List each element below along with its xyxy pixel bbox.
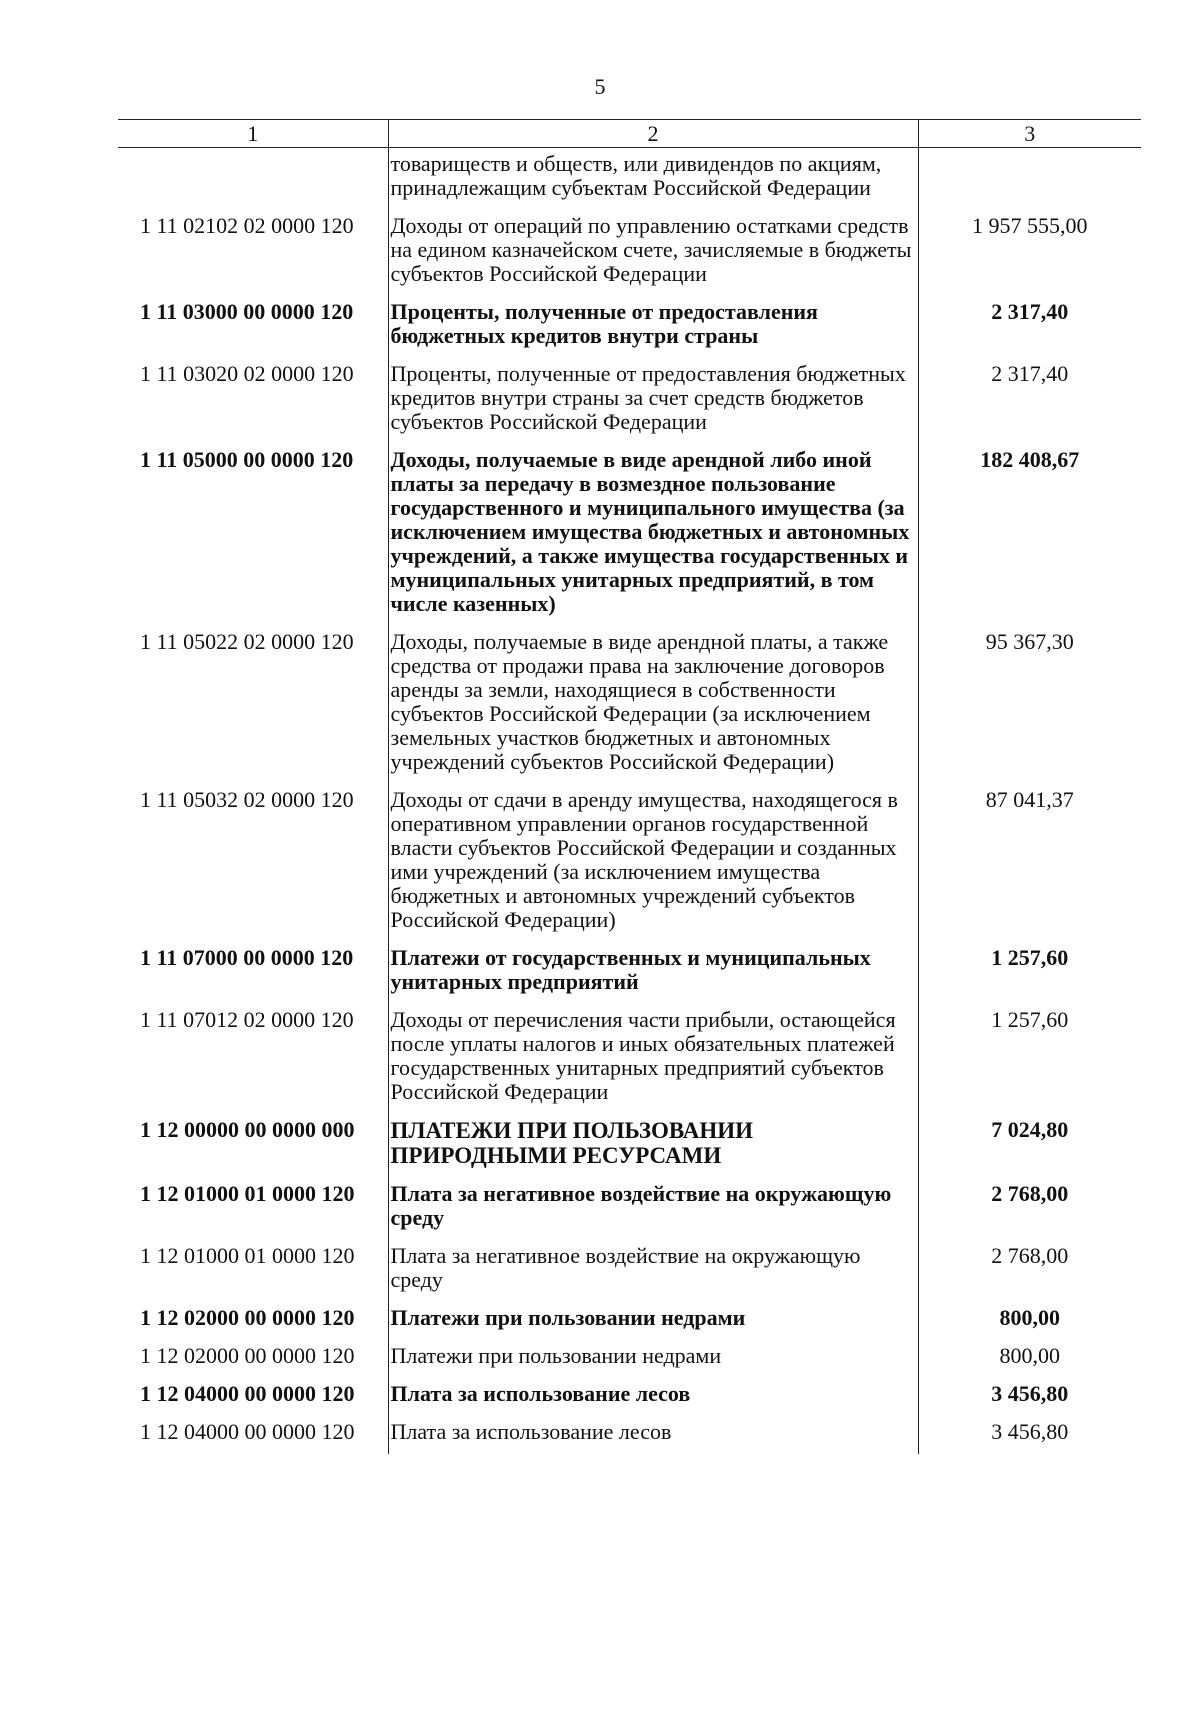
row-amount: 1 957 555,00 [972, 213, 1088, 238]
row-amount: 7 024,80 [991, 1117, 1069, 1142]
row-amount: 1 257,60 [991, 1007, 1069, 1032]
row-name: Платежи от государственных и муниципальных унитарных предприятий [388, 946, 918, 1008]
row-code: 1 12 00000 00 0000 000 [140, 1117, 355, 1142]
row-amount [918, 148, 1141, 215]
row-name: Проценты, полученные от предоставления бюджетных кредитов внутри страны [388, 300, 918, 362]
row-code: 1 12 04000 00 0000 120 [140, 1381, 355, 1406]
table-row [118, 1182, 1141, 1244]
table-header-row [118, 120, 1141, 148]
row-code: 1 12 04000 00 0000 120 [140, 1419, 355, 1444]
table-row [118, 362, 1141, 448]
table-row [118, 1008, 1141, 1118]
page-number: 5 [594, 74, 606, 99]
row-amount: 2 317,40 [991, 299, 1069, 324]
row-code: 1 11 02102 02 0000 120 [140, 213, 354, 238]
header-col-code: 1 [118, 120, 388, 148]
row-code: 1 11 07000 00 0000 120 [140, 945, 354, 970]
row-amount: 800,00 [999, 1343, 1060, 1368]
row-amount: 87 041,37 [985, 787, 1074, 812]
row-name: Доходы, получаемые в виде арендной либо иной платы за передачу в возмездное пользование государственного и муниципального имущества (за исключением имущества бюджетных и автономных учреждений, а также имущества государственных и муниципальных унитарных предприятий, в том числе казенных) [388, 448, 918, 630]
row-name: товариществ и обществ, или дивидендов по акциям, принадлежащим субъектам Российской Федерации [388, 148, 918, 215]
row-amount: 3 456,80 [991, 1381, 1069, 1406]
row-name: Плата за использование лесов [388, 1420, 918, 1454]
table-row [118, 448, 1141, 630]
table-body [118, 148, 1141, 1455]
table-row [118, 630, 1141, 788]
row-code: 1 11 03020 02 0000 120 [140, 361, 354, 386]
row-code: 1 12 01000 01 0000 120 [140, 1181, 355, 1206]
row-code: 1 11 03000 00 0000 120 [140, 299, 354, 324]
row-name: ПЛАТЕЖИ ПРИ ПОЛЬЗОВАНИИ ПРИРОДНЫМИ РЕСУРСАМИ [388, 1118, 918, 1182]
row-code: 1 11 05022 02 0000 120 [140, 629, 354, 654]
row-name: Доходы, получаемые в виде арендной платы, а также средства от продажи права на заключение договоров аренды за земли, находящиеся в собственности субъектов Российской Федерации (за исключением земельных участков бюджетных и автономных учреждений субъектов Российской Федерации) [388, 630, 918, 788]
row-code: 1 12 02000 00 0000 120 [140, 1343, 355, 1368]
table-row [118, 148, 1141, 215]
row-amount: 95 367,30 [985, 629, 1074, 654]
row-amount: 1 257,60 [991, 945, 1069, 970]
row-code [118, 148, 388, 215]
row-amount: 2 317,40 [991, 361, 1069, 386]
row-amount: 3 456,80 [991, 1419, 1069, 1444]
row-code: 1 12 02000 00 0000 120 [140, 1305, 355, 1330]
row-name: Платежи при пользовании недрами [388, 1306, 918, 1344]
row-amount: 800,00 [999, 1305, 1060, 1330]
row-name: Проценты, полученные от предоставления бюджетных кредитов внутри страны за счет средств бюджетов субъектов Российской Федерации [388, 362, 918, 448]
row-name: Доходы от перечисления части прибыли, остающейся после уплаты налогов и иных обязательных платежей государственных унитарных предприятий субъектов Российской Федерации [388, 1008, 918, 1118]
budget-table-container [118, 119, 1141, 1454]
row-name: Плата за негативное воздействие на окружающую среду [388, 1244, 918, 1306]
row-code: 1 12 01000 01 0000 120 [140, 1243, 355, 1268]
row-amount: 2 768,00 [991, 1181, 1069, 1206]
row-name: Доходы от операций по управлению остатками средств на едином казначейском счете, зачисляемые в бюджеты субъектов Российской Федерации [388, 214, 918, 300]
table-row [118, 946, 1141, 1008]
row-code: 1 11 05032 02 0000 120 [140, 787, 354, 812]
table-row [118, 1244, 1141, 1306]
row-name: Доходы от сдачи в аренду имущества, находящегося в оперативном управлении органов государственной власти субъектов Российской Федерации и созданных ими учреждений (за исключением имущества бюджетных и автономных учреждений субъектов Российской Федерации) [388, 788, 918, 946]
row-amount: 182 408,67 [980, 447, 1080, 472]
header-col-amount: 3 [918, 120, 1141, 148]
table-row [118, 1306, 1141, 1344]
table-row [118, 788, 1141, 946]
row-name: Плата за использование лесов [388, 1382, 918, 1420]
table-row [118, 1382, 1141, 1420]
row-amount: 2 768,00 [991, 1243, 1069, 1268]
table-row [118, 1118, 1141, 1182]
table-row [118, 214, 1141, 300]
row-code: 1 11 05000 00 0000 120 [140, 447, 354, 472]
row-name: Плата за негативное воздействие на окружающую среду [388, 1182, 918, 1244]
table-row [118, 300, 1141, 362]
budget-table [118, 119, 1141, 1454]
row-name: Платежи при пользовании недрами [388, 1344, 918, 1382]
table-row [118, 1344, 1141, 1382]
row-code: 1 11 07012 02 0000 120 [140, 1007, 354, 1032]
table-row [118, 1420, 1141, 1454]
header-col-name: 2 [388, 120, 918, 148]
